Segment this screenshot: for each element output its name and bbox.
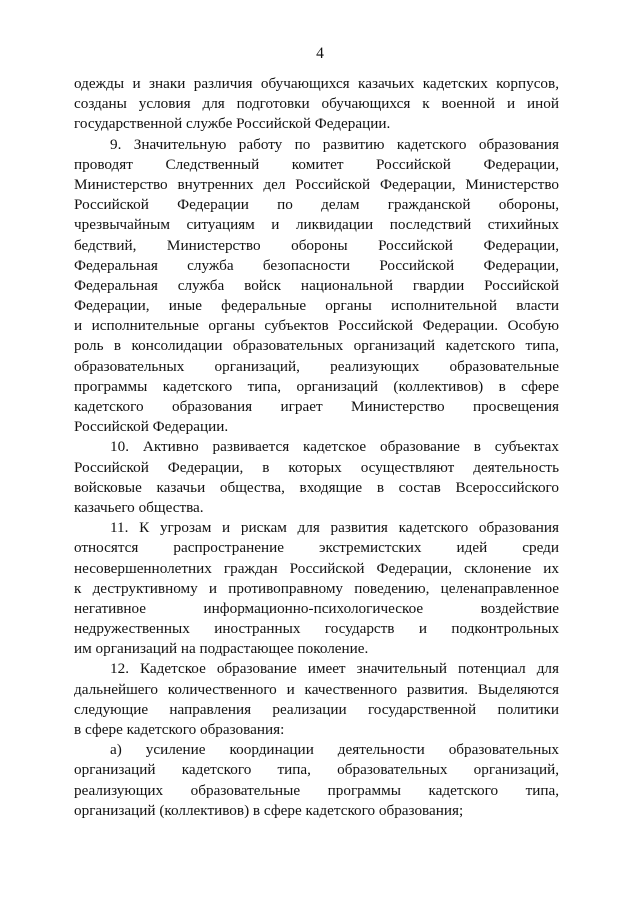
text-line: в сфере кадетского образования: xyxy=(74,721,285,738)
text-line: Федерации, иные федеральные органы исполнительной власти xyxy=(74,297,559,315)
text-line: Российской Федерации по делам гражданской обороны, xyxy=(74,196,559,214)
document-body xyxy=(74,74,559,821)
text-line: следующие направления реализации государственной политики xyxy=(74,700,559,718)
text-line: реализующих образовательные программы кадетского типа, xyxy=(74,781,559,799)
text-line: Российской Федерации, в которых осуществляют деятельность xyxy=(74,458,559,476)
text-line: войсковые казачьи общества, входящие в состав Всероссийского xyxy=(74,478,559,496)
paragraph-first-line: 12. Кадетское образование имеет значительный потенциал для xyxy=(110,660,559,678)
text-line: дальнейшего количественного и качественного развития. Выделяются xyxy=(74,680,559,698)
text-line: Федеральная служба безопасности Российской Федерации, xyxy=(74,256,559,274)
text-line: Российской Федерации. xyxy=(74,418,229,436)
text-line: созданы условия для подготовки обучающихся к военной и иной xyxy=(74,95,559,113)
text-line: программы кадетского типа, организаций (коллективов) в сфере xyxy=(74,377,559,395)
paragraph-first-line: 9. Значительную работу по развитию кадетского образования xyxy=(110,135,559,153)
text-line: к деструктивному и противоправному поведению, целенаправленное xyxy=(74,579,559,597)
text-line: организаций кадетского типа, образовательных организаций, xyxy=(74,761,559,779)
text-line: относятся распространение экстремистских идей среди xyxy=(74,539,559,557)
text-line: государственной службе Российской Федерации. xyxy=(74,115,391,133)
text-line: несовершеннолетних граждан Российской Федерации, склонение их xyxy=(74,559,559,577)
page-number: 4 xyxy=(316,45,324,62)
text-line: Министерство внутренних дел Российской Федерации, Министерство xyxy=(74,175,559,193)
text-line: казачьего общества. xyxy=(74,498,204,516)
text-line: им организаций на подрастающее поколение. xyxy=(74,640,369,658)
text-line: Федеральная служба войск национальной гвардии Российской xyxy=(74,276,559,294)
text-line: бедствий, Министерство обороны Российской Федерации, xyxy=(74,236,559,254)
text-line: роль в консолидации образовательных организаций кадетского типа, xyxy=(74,337,559,355)
text-line: образовательных организаций, реализующих образовательные xyxy=(74,357,559,375)
paragraph-first-line: 10. Активно развивается кадетское образование в субъектах xyxy=(110,438,559,456)
text-line: недружественных иностранных государств и подконтрольных xyxy=(74,620,559,638)
text-line: организаций (коллективов) в сфере кадетского образования; xyxy=(74,801,464,819)
text-line: чрезвычайным ситуациям и ликвидации последствий стихийных xyxy=(74,216,559,234)
text-line: негативное информационно-психологическое воздействие xyxy=(74,599,559,617)
paragraph-first-line: а) усиление координации деятельности образовательных xyxy=(110,741,559,759)
text-line: одежды и знаки различия обучающихся казачьих кадетских корпусов, xyxy=(74,75,559,92)
text-line: проводят Следственный комитет Российской Федерации, xyxy=(74,155,559,173)
paragraph-first-line: 11. К угрозам и рискам для развития кадетского образования xyxy=(110,519,559,537)
text-line: кадетского образования играет Министерство просвещения xyxy=(74,398,559,415)
text-line: и исполнительные органы субъектов Российской Федерации. Особую xyxy=(74,317,559,335)
